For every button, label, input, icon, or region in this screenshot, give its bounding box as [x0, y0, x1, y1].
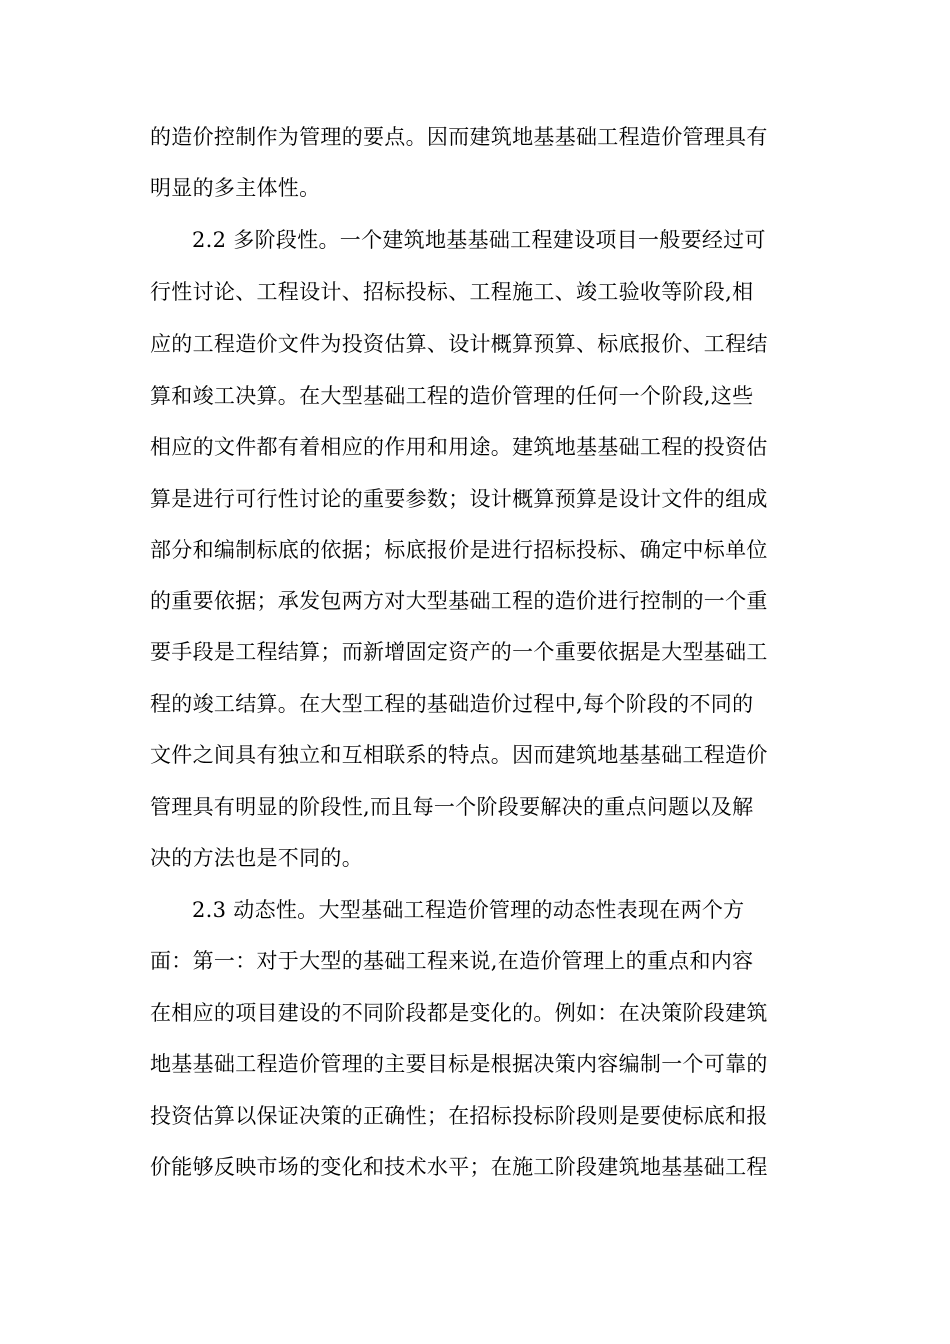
text-line: 的造价控制作为管理的要点。因而建筑地基基础工程造价管理具有	[150, 125, 768, 149]
text-line: 管理具有明显的阶段性,而且每一个阶段要解决的重点问题以及解	[150, 795, 754, 819]
text-line: 在相应的项目建设的不同阶段都是变化的。例如：在决策阶段建筑	[150, 1001, 768, 1025]
text-line: 价能够反映市场的变化和技术水平；在施工阶段建筑地基基础工程	[150, 1155, 768, 1179]
text-line: 文件之间具有独立和互相联系的特点。因而建筑地基基础工程造价	[150, 743, 768, 767]
text-line: 相应的文件都有着相应的作用和用途。建筑地基基础工程的投资估	[150, 435, 768, 459]
text-line: 投资估算以保证决策的正确性；在招标投标阶段则是要使标底和报	[150, 1104, 768, 1128]
text-line: 行性讨论、工程设计、招标投标、工程施工、竣工验收等阶段,相	[150, 280, 754, 304]
text-line: 地基基础工程造价管理的主要目标是根据决策内容编制一个可靠的	[150, 1052, 768, 1076]
text-line: 算和竣工决算。在大型基础工程的造价管理的任何一个阶段,这些	[150, 384, 754, 408]
text-line: 要手段是工程结算；而新增固定资产的一个重要依据是大型基础工	[150, 640, 768, 664]
text-line: 应的工程造价文件为投资估算、设计概算预算、标底报价、工程结	[150, 332, 768, 356]
text-line: 算是进行可行性讨论的重要参数；设计概算预算是设计文件的组成	[150, 487, 768, 511]
text-line: 的重要依据；承发包两方对大型基础工程的造价进行控制的一个重	[150, 589, 768, 613]
paragraph-heading-2-2: 2.2 多阶段性。一个建筑地基基础工程建设项目一般要经过可	[192, 228, 766, 252]
paragraph-heading-2-3: 2.3 动态性。大型基础工程造价管理的动态性表现在两个方	[192, 898, 745, 922]
text-line: 明显的多主体性。	[150, 176, 321, 200]
text-line: 决的方法也是不同的。	[150, 846, 363, 870]
text-line: 面：第一：对于大型的基础工程来说,在造价管理上的重点和内容	[150, 949, 754, 973]
text-line: 程的竣工结算。在大型工程的基础造价过程中,每个阶段的不同的	[150, 692, 754, 716]
text-line: 部分和编制标底的依据；标底报价是进行招标投标、确定中标单位	[150, 538, 768, 562]
